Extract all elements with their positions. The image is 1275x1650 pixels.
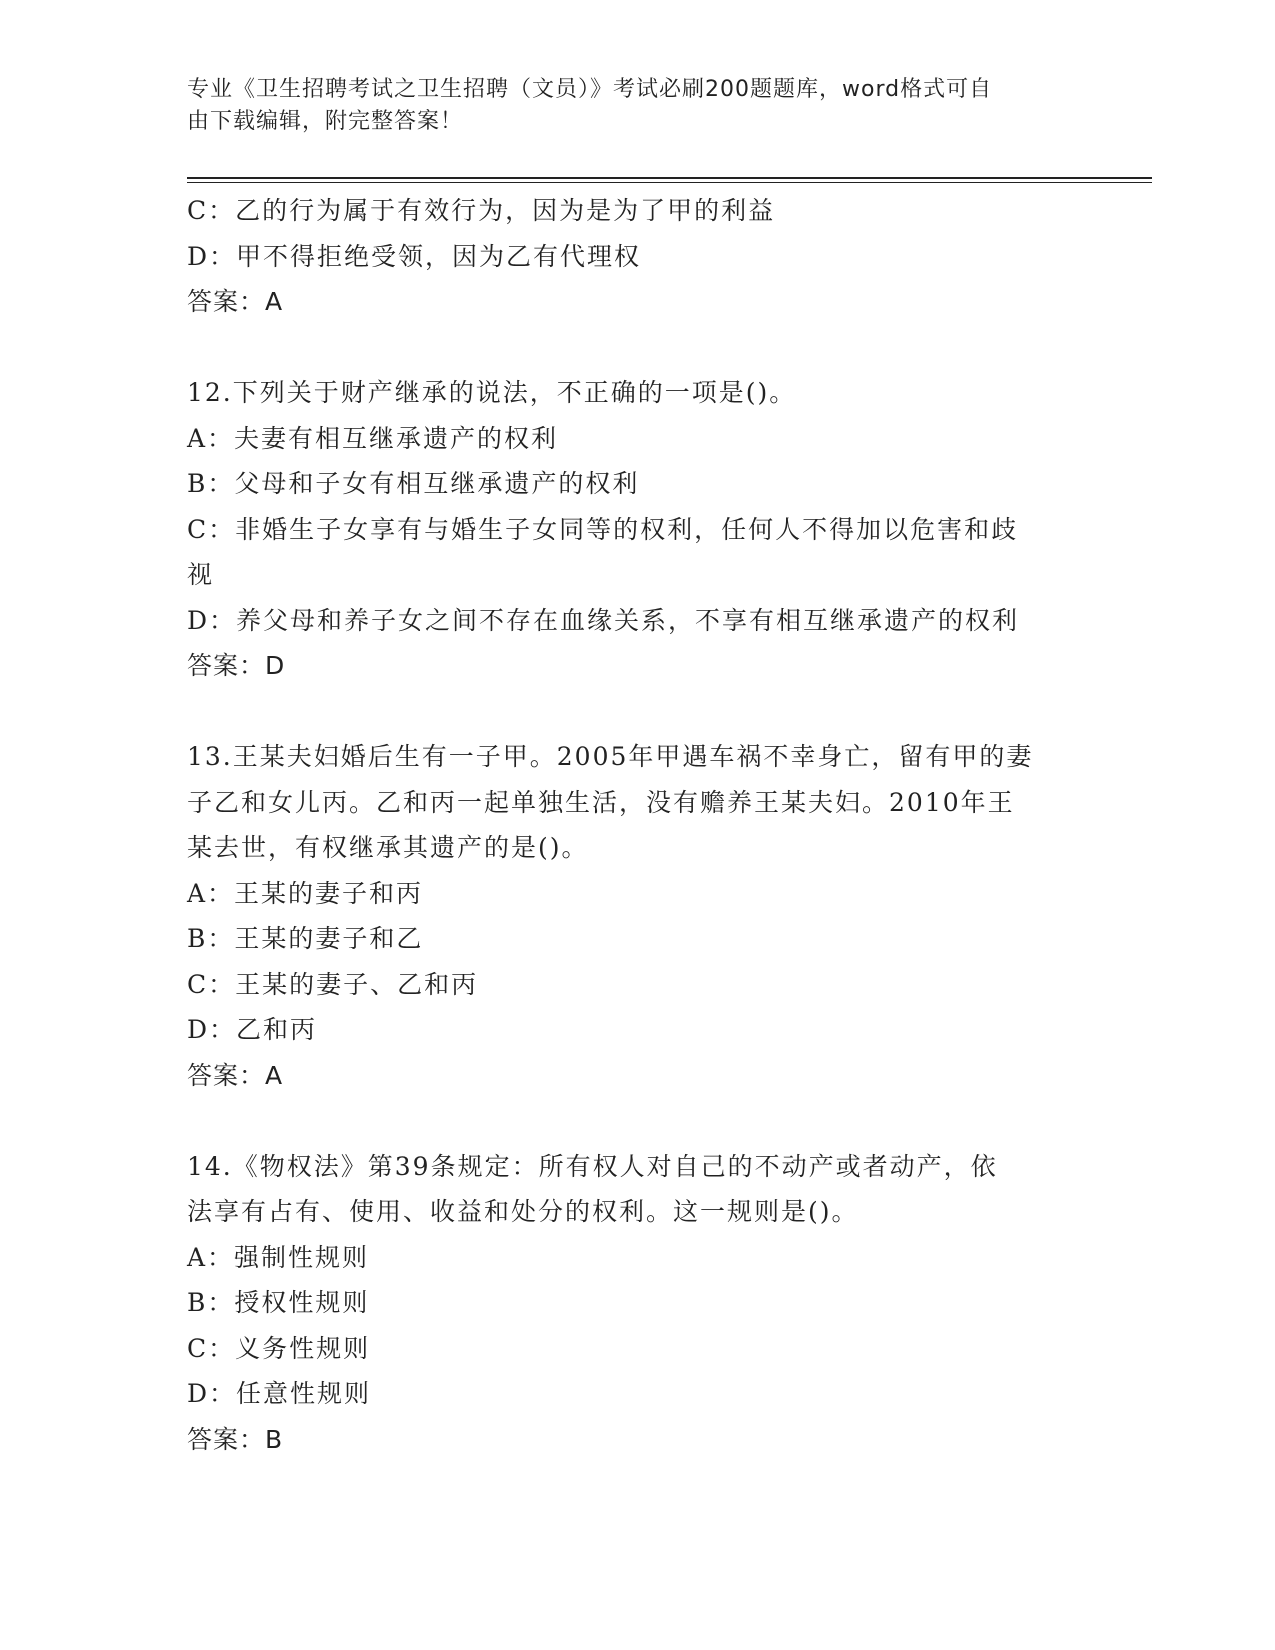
spacer bbox=[187, 689, 1087, 735]
option-a: A：夫妻有相互继承遗产的权利 bbox=[187, 423, 559, 453]
question-13 bbox=[187, 734, 1087, 1098]
option-b: B：王某的妻子和乙 bbox=[187, 924, 424, 953]
option-d: D：养父母和养子女之间不存在血缘关系，不享有相互继承遗产的权利 bbox=[187, 605, 1020, 635]
option-a: A：强制性规则 bbox=[187, 1242, 370, 1272]
option-c: C：乙的行为属于有效行为，因为是为了甲的利益 bbox=[187, 196, 776, 225]
option-d: D：乙和丙 bbox=[187, 1015, 318, 1044]
header-title-line-2: 由下载编辑，附完整答案！ bbox=[187, 109, 464, 134]
option-d: D：任意性规则 bbox=[187, 1379, 372, 1408]
spacer bbox=[187, 1098, 1087, 1144]
question-stem-line-2: 子乙和女儿丙。乙和丙一起单独生活，没有赡养王某夫妇。2010年王 bbox=[187, 787, 1015, 817]
option-c: C：王某的妻子、乙和丙 bbox=[187, 969, 479, 999]
option-b: B：授权性规则 bbox=[187, 1288, 370, 1317]
header-divider-thick bbox=[187, 177, 1152, 179]
question-content bbox=[187, 188, 1087, 1462]
answer-line: 答案：D bbox=[187, 651, 286, 680]
answer-line: 答案：A bbox=[187, 287, 284, 316]
header-divider-thin bbox=[187, 182, 1152, 183]
question-stem-line-1: 13.王某夫妇婚后生有一子甲。2005年甲遇车祸不幸身亡，留有甲的妻 bbox=[187, 742, 1034, 771]
spacer bbox=[187, 325, 1087, 371]
option-c: C：非婚生子女享有与婚生子女同等的权利，任何人不得加以危害和歧 bbox=[187, 514, 1019, 544]
option-c-continued: 视 bbox=[187, 560, 215, 589]
header-title-line-1: 专业《卫生招聘考试之卫生招聘（文员）》考试必刷200题题库，word格式可自 bbox=[187, 77, 993, 102]
question-stem-line-1: 14.《物权法》第39条规定：所有权人对自己的不动产或者动产，依 bbox=[187, 1151, 998, 1181]
question-stem-line-2: 法享有占有、使用、收益和处分的权利。这一规则是()。 bbox=[187, 1197, 859, 1226]
question-14 bbox=[187, 1144, 1087, 1463]
answer-line: 答案：A bbox=[187, 1060, 284, 1090]
option-d: D：甲不得拒绝受领，因为乙有代理权 bbox=[187, 241, 642, 271]
question-12 bbox=[187, 370, 1087, 689]
answer-line: 答案：B bbox=[187, 1424, 284, 1454]
option-a: A：王某的妻子和丙 bbox=[187, 878, 424, 908]
option-c: C：义务性规则 bbox=[187, 1333, 371, 1363]
question-stem: 12.下列关于财产继承的说法，不正确的一项是()。 bbox=[187, 378, 797, 407]
option-b: B：父母和子女有相互继承遗产的权利 bbox=[187, 469, 640, 498]
question-stem-line-3: 某去世，有权继承其遗产的是()。 bbox=[187, 833, 589, 862]
question-11-continued bbox=[187, 188, 1087, 325]
page-header bbox=[187, 74, 1067, 138]
